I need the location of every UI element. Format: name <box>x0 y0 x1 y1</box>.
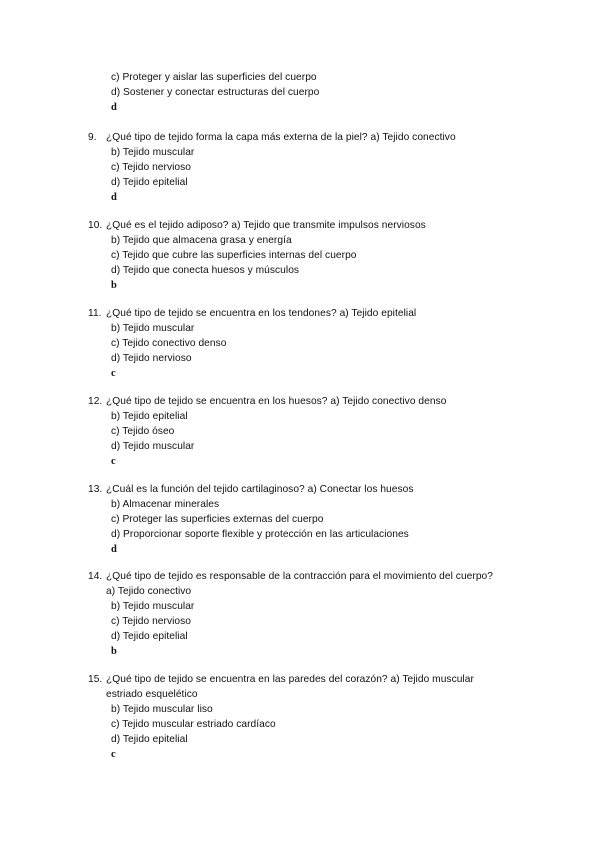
question-text: ¿Qué es el tejido adiposo? a) Tejido que transmite impulsos nerviosos <box>106 220 426 231</box>
question-number: 11. <box>88 308 102 319</box>
option-c: c) Proteger las superficies externas del cuerpo <box>111 514 324 525</box>
option-d: d) Sostener y conectar estructuras del cuerpo <box>111 87 320 98</box>
option-b: b) Tejido muscular <box>111 323 195 334</box>
option-c: c) Tejido óseo <box>111 426 175 437</box>
question-number: 13. <box>88 484 103 495</box>
option-b: b) Tejido muscular <box>111 601 195 612</box>
option-d: d) Tejido epitelial <box>111 177 188 188</box>
option-c: c) Tejido muscular estriado cardíaco <box>111 719 276 730</box>
answer: b <box>111 646 117 657</box>
option-a: a) Tejido conectivo <box>106 586 192 597</box>
option-d: d) Tejido epitelial <box>111 734 188 745</box>
option-b: b) Tejido que almacena grasa y energía <box>111 235 292 246</box>
question-number: 15. <box>88 674 103 685</box>
option-b: b) Almacenar minerales <box>111 499 220 510</box>
answer: c <box>111 368 116 379</box>
answer: d <box>111 192 117 203</box>
question-text: ¿Qué tipo de tejido es responsable de la contracción para el movimiento del cuerpo? <box>106 571 493 582</box>
answer: b <box>111 280 117 291</box>
question-number: 12. <box>88 396 103 407</box>
option-c: c) Proteger y aislar las superficies del cuerpo <box>111 72 317 83</box>
option-d: d) Tejido muscular <box>111 441 195 452</box>
question-text: ¿Qué tipo de tejido se encuentra en las paredes del corazón? a) Tejido muscular <box>106 674 474 685</box>
option-b: b) Tejido muscular liso <box>111 704 213 715</box>
answer: c <box>111 749 116 760</box>
question-number: 10. <box>88 220 103 231</box>
question-number: 9. <box>88 132 97 143</box>
question-text-continued: estriado esquelético <box>106 689 198 700</box>
question-text: ¿Cuál es la función del tejido cartilaginoso? a) Conectar los huesos <box>106 484 414 495</box>
option-d: d) Tejido epitelial <box>111 631 188 642</box>
answer: d <box>111 102 117 113</box>
question-text: ¿Qué tipo de tejido se encuentra en los tendones? a) Tejido epitelial <box>106 308 417 319</box>
answer: c <box>111 456 116 467</box>
question-number: 14. <box>88 571 103 582</box>
answer: d <box>111 544 117 555</box>
option-c: c) Tejido conectivo denso <box>111 338 227 349</box>
option-c: c) Tejido nervioso <box>111 616 191 627</box>
question-text: ¿Qué tipo de tejido forma la capa más externa de la piel? a) Tejido conectivo <box>106 132 456 143</box>
option-c: c) Tejido que cubre las superficies internas del cuerpo <box>111 250 357 261</box>
option-d: d) Tejido nervioso <box>111 353 192 364</box>
option-b: b) Tejido muscular <box>111 147 195 158</box>
option-b: b) Tejido epitelial <box>111 411 188 422</box>
option-d: d) Tejido que conecta huesos y músculos <box>111 265 300 276</box>
question-text: ¿Qué tipo de tejido se encuentra en los huesos? a) Tejido conectivo denso <box>106 396 447 407</box>
option-c: c) Tejido nervioso <box>111 162 191 173</box>
option-d: d) Proporcionar soporte flexible y protección en las articulaciones <box>111 529 409 540</box>
